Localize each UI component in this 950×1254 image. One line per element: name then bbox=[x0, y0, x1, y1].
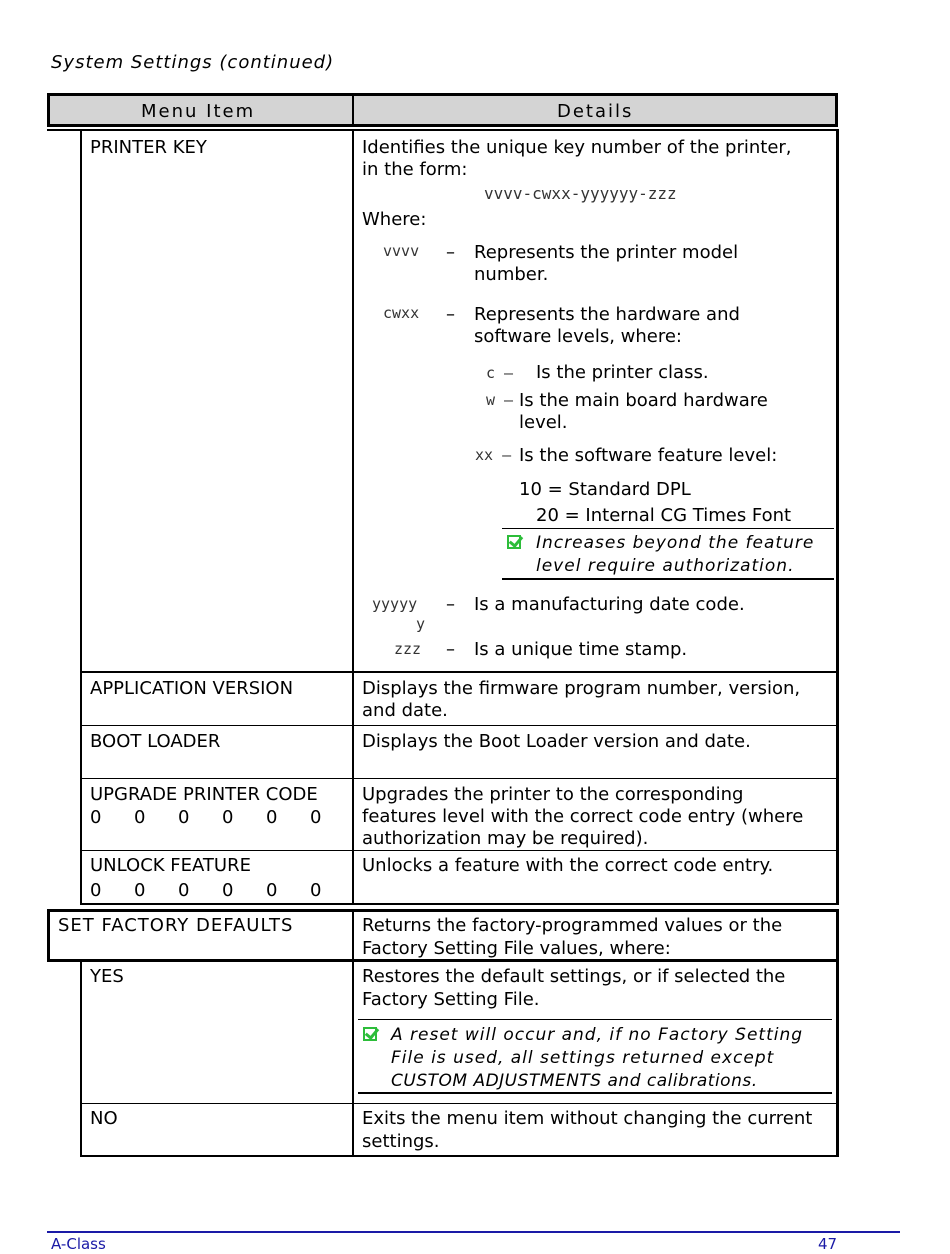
printer-key-desc: in the form: bbox=[362, 159, 468, 180]
code-yyyyy: yyyyy bbox=[372, 595, 418, 613]
boot-loader-label: BOOT LOADER bbox=[90, 731, 221, 752]
code-digit: 0 bbox=[310, 880, 322, 901]
note-text: Increases beyond the feature bbox=[536, 533, 815, 553]
header-menu-item: Menu Item bbox=[141, 101, 256, 122]
yes-desc: Factory Setting File. bbox=[362, 989, 540, 1010]
code-digit: 0 bbox=[178, 807, 190, 828]
code-xx: xx – bbox=[475, 446, 512, 464]
yes-note: CUSTOM ADJUSTMENTS and calibrations. bbox=[391, 1071, 758, 1091]
code-y: y bbox=[416, 615, 426, 633]
yes-label: YES bbox=[90, 966, 124, 987]
code-digit: 0 bbox=[90, 807, 102, 828]
note-text: level require authorization. bbox=[536, 556, 795, 576]
code-cwxx: cwxx bbox=[383, 304, 420, 322]
dash: – bbox=[446, 304, 455, 325]
check-note-icon bbox=[363, 1027, 377, 1041]
factory-desc: Factory Setting File values, where: bbox=[362, 938, 671, 959]
dash: – bbox=[446, 594, 455, 615]
c-desc: Is the printer class. bbox=[536, 362, 709, 383]
level-10: 10 = Standard DPL bbox=[519, 479, 691, 500]
code-digit: 0 bbox=[134, 807, 146, 828]
code-digit: 0 bbox=[222, 807, 234, 828]
unlock-desc: Unlocks a feature with the correct code entry. bbox=[362, 855, 774, 876]
code-digit: 0 bbox=[310, 807, 322, 828]
app-version-desc: Displays the firmware program number, version, bbox=[362, 678, 801, 699]
printer-key-format: vvvv-cwxx-yyyyyy-zzz bbox=[484, 184, 677, 203]
header-details: Details bbox=[557, 101, 634, 122]
upgrade-desc: Upgrades the printer to the corresponding bbox=[362, 784, 744, 805]
no-label: NO bbox=[90, 1108, 118, 1129]
code-digit: 0 bbox=[222, 880, 234, 901]
app-version-label: APPLICATION VERSION bbox=[90, 678, 294, 699]
unlock-code-digits bbox=[90, 879, 354, 902]
level-20: 20 = Internal CG Times Font bbox=[536, 505, 792, 526]
code-vvvv: vvvv bbox=[383, 242, 420, 260]
factory-desc: Returns the factory-programmed values or the bbox=[362, 915, 783, 936]
yyyyy-desc: Is a manufacturing date code. bbox=[474, 594, 745, 615]
no-desc: settings. bbox=[362, 1131, 440, 1152]
code-w: w – bbox=[486, 391, 514, 409]
yes-note: File is used, all settings returned except bbox=[391, 1048, 775, 1068]
factory-label: SET FACTORY DEFAULTS bbox=[58, 915, 294, 936]
zzz-desc: Is a unique time stamp. bbox=[474, 639, 688, 660]
upgrade-desc: authorization may be required). bbox=[362, 828, 649, 849]
code-digit: 0 bbox=[266, 880, 278, 901]
cwxx-desc: Represents the hardware and bbox=[474, 304, 740, 325]
xx-desc: Is the software feature level: bbox=[519, 445, 778, 466]
boot-loader-desc: Displays the Boot Loader version and date. bbox=[362, 731, 751, 752]
code-zzz: zzz bbox=[394, 640, 422, 658]
vvvv-desc: number. bbox=[474, 264, 549, 285]
cwxx-desc: software levels, where: bbox=[474, 326, 682, 347]
footer-product: A-Class bbox=[51, 1235, 106, 1253]
printer-key-desc: Identifies the unique key number of the printer, bbox=[362, 137, 792, 158]
printer-key-label: PRINTER KEY bbox=[90, 137, 207, 158]
code-c: c – bbox=[486, 364, 514, 382]
upgrade-code-digits bbox=[90, 806, 354, 829]
dash: – bbox=[446, 639, 455, 660]
code-digit: 0 bbox=[178, 880, 190, 901]
code-digit: 0 bbox=[266, 807, 278, 828]
no-desc: Exits the menu item without changing the current bbox=[362, 1108, 813, 1129]
dash: – bbox=[446, 242, 455, 263]
unlock-label: UNLOCK FEATURE bbox=[90, 855, 251, 876]
w-desc: Is the main board hardware bbox=[519, 390, 768, 411]
w-desc: level. bbox=[519, 412, 568, 433]
yes-desc: Restores the default settings, or if selected the bbox=[362, 966, 786, 987]
yes-note: A reset will occur and, if no Factory Setting bbox=[391, 1025, 804, 1045]
section-title: System Settings (continued) bbox=[51, 52, 335, 73]
app-version-desc: and date. bbox=[362, 700, 448, 721]
footer-rule bbox=[47, 1231, 900, 1233]
code-digit: 0 bbox=[134, 880, 146, 901]
footer-page-number: 47 bbox=[818, 1235, 838, 1253]
check-note-icon bbox=[507, 535, 521, 549]
upgrade-desc: features level with the correct code entry (where bbox=[362, 806, 804, 827]
where-label: Where: bbox=[362, 209, 427, 230]
vvvv-desc: Represents the printer model bbox=[474, 242, 739, 263]
upgrade-label: UPGRADE PRINTER CODE bbox=[90, 784, 318, 805]
code-digit: 0 bbox=[90, 880, 102, 901]
